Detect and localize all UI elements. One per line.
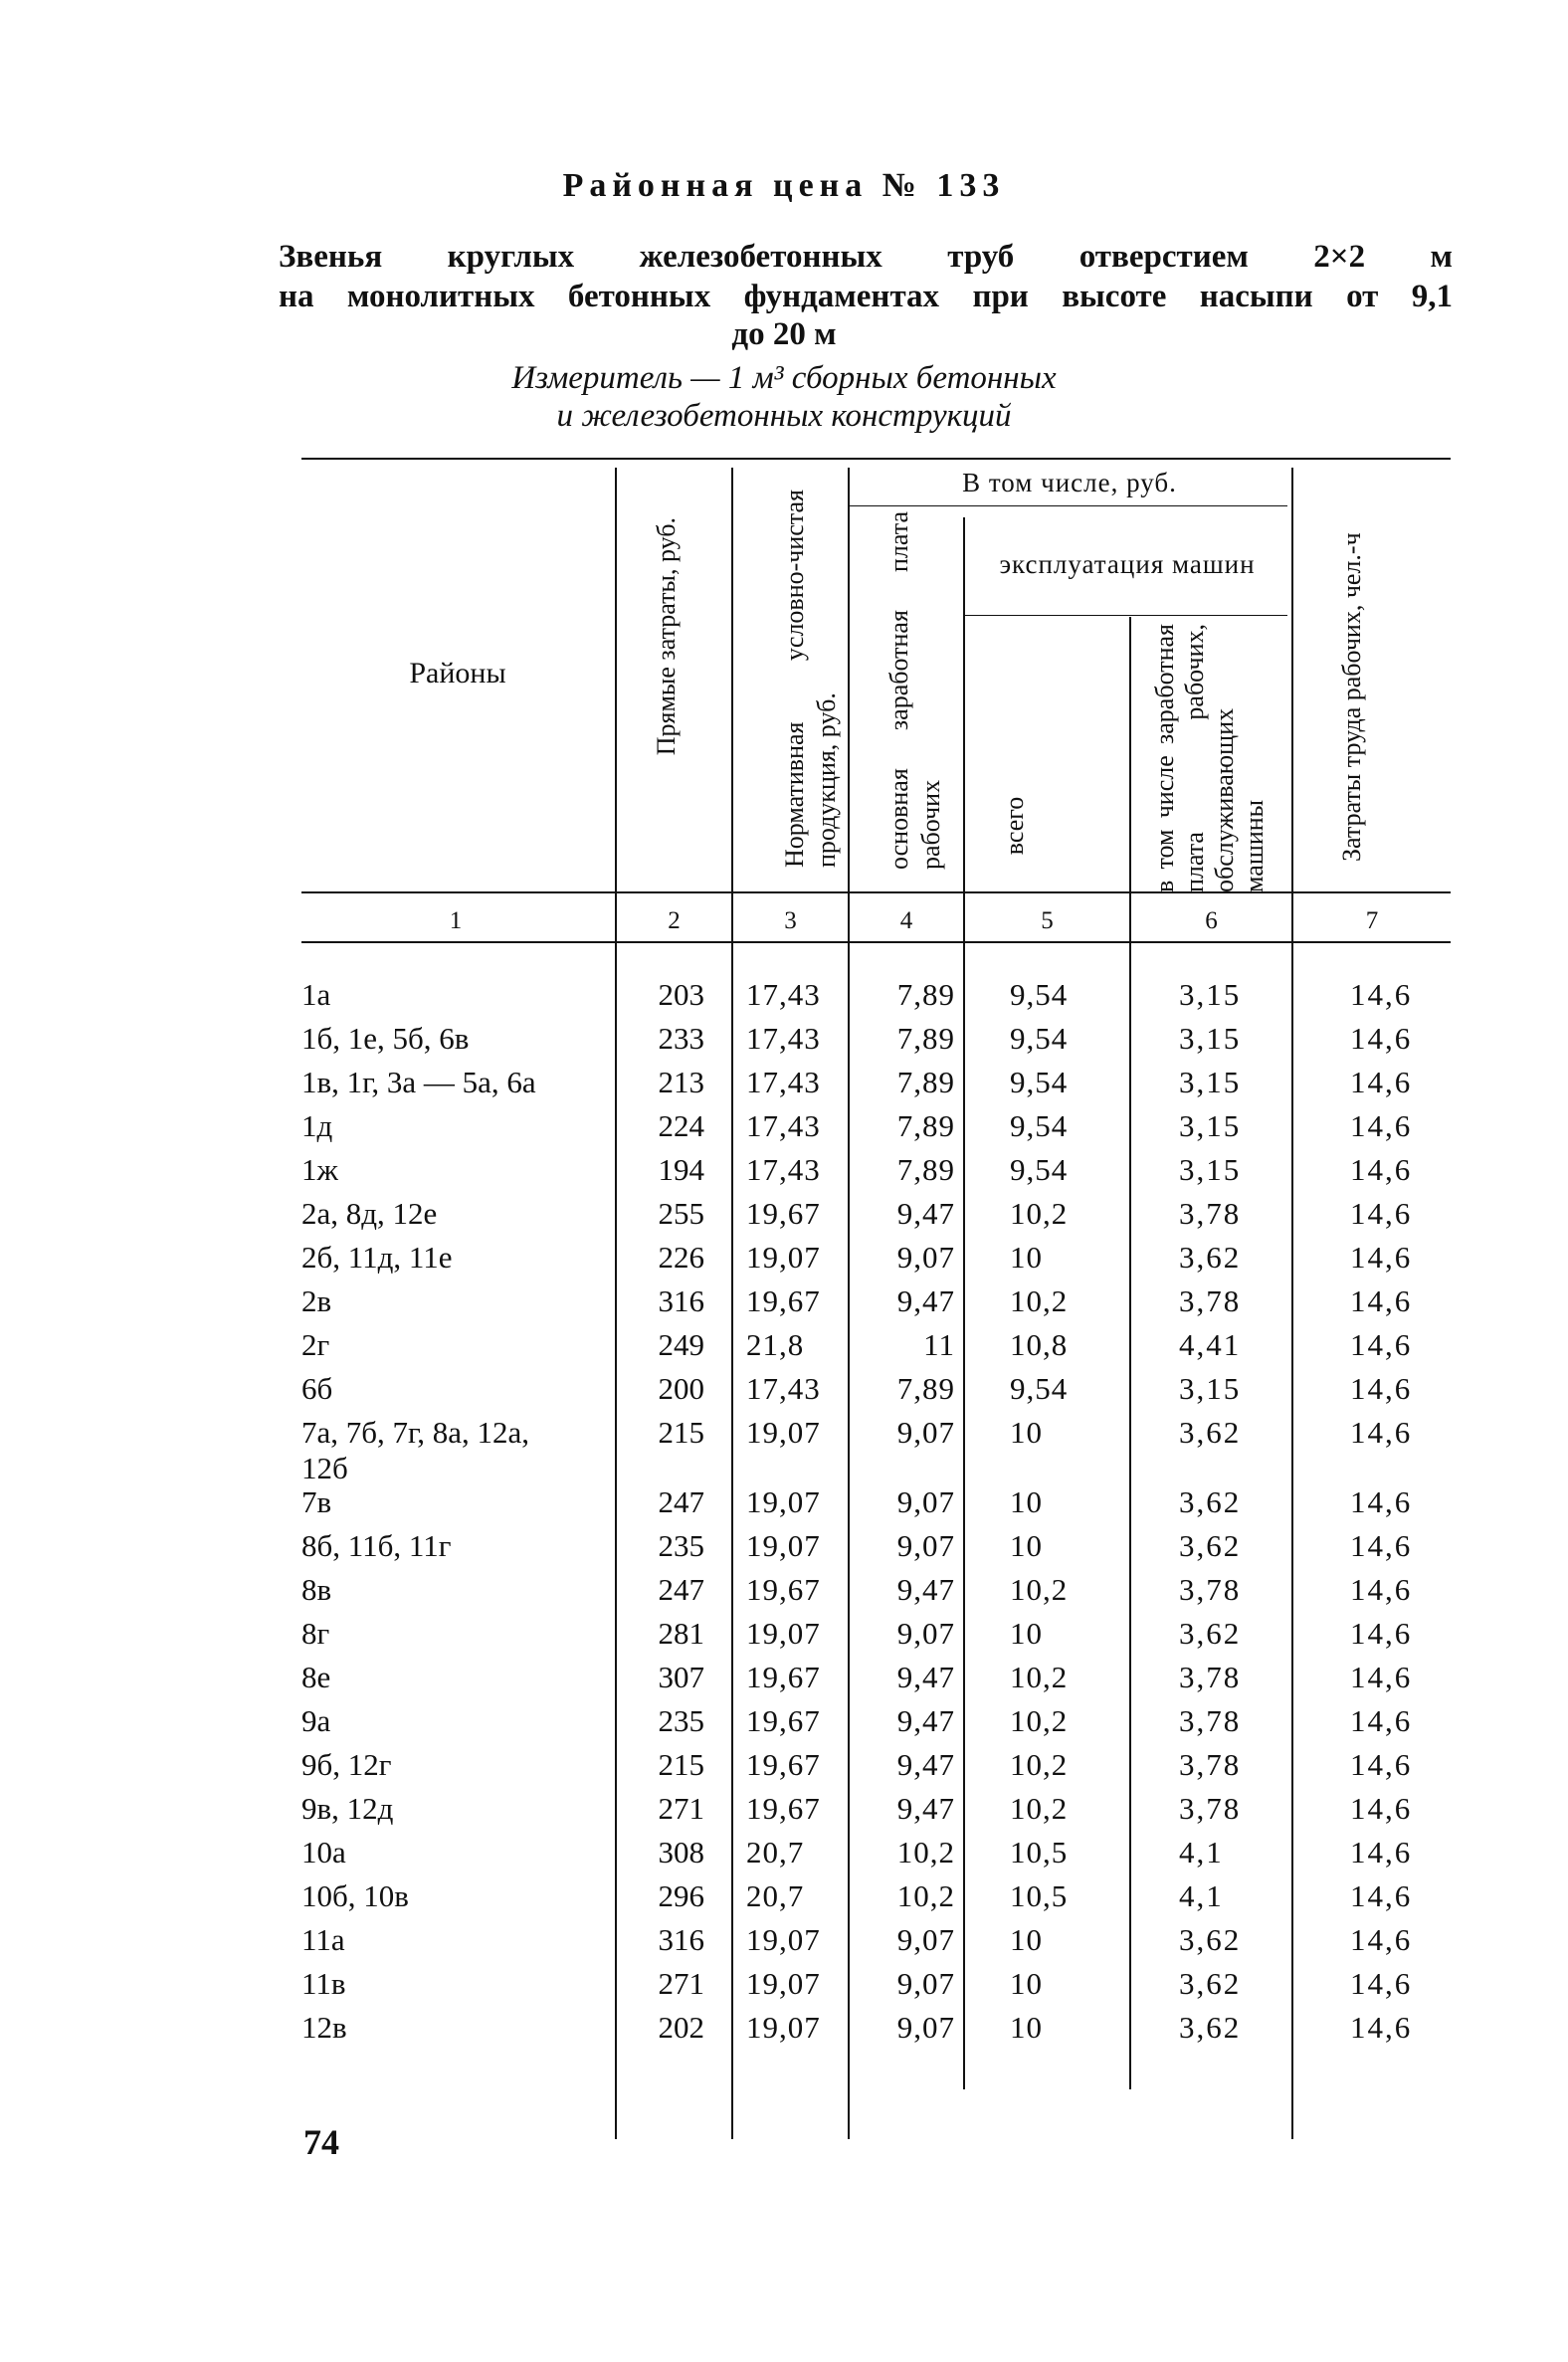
table-cell-col-6: 3,62 — [1179, 1415, 1242, 1450]
table-cell-col-4: 10,2 — [896, 1878, 955, 1913]
table-cell-col-6: 3,78 — [1179, 1791, 1242, 1826]
table-cell-col-1: 11а — [301, 1922, 345, 1957]
table-cell-col-6: 3,62 — [1179, 1528, 1242, 1563]
table-cell-col-7: 14,6 — [1350, 1065, 1413, 1099]
table-cell-col-4: 9,07 — [896, 2010, 955, 2045]
table-cell-col-1: 12б — [301, 1451, 348, 1485]
table-cell-col-1: 12в — [301, 2010, 347, 2045]
table-row — [0, 1528, 1568, 1572]
table-cell-col-5: 10,2 — [1010, 1572, 1069, 1607]
header-incl-wage: в том числе заработная плата рабочих, обслуживающих машины — [1150, 624, 1269, 892]
table-row — [0, 1747, 1568, 1791]
column-number-3: 3 — [784, 907, 797, 934]
header-total: всего — [1000, 796, 1029, 856]
table-cell-col-5: 9,54 — [1010, 1021, 1069, 1056]
column-number-rule — [301, 941, 1451, 943]
measure-line-1: Измеритель — 1 м³ сборных бетонных — [511, 360, 1057, 396]
table-cell-col-3: 17,43 — [746, 1371, 821, 1406]
table-cell-col-6: 3,78 — [1179, 1572, 1242, 1607]
subtitle-line-2: на монолитных бетонных фундаментах при высоте насыпи от 9,1 — [279, 279, 1453, 314]
table-cell-col-3: 19,07 — [746, 1484, 821, 1519]
table-cell-col-3: 21,8 — [746, 1327, 805, 1362]
table-cell-col-3: 19,67 — [746, 1283, 821, 1318]
table-cell-col-6: 3,15 — [1179, 977, 1242, 1012]
table-cell-col-5: 10 — [1010, 1966, 1043, 2001]
header-direct-costs: Прямые затраты, руб. — [652, 517, 681, 756]
table-cell-col-6: 3,62 — [1179, 1616, 1242, 1651]
table-row — [0, 1703, 1568, 1747]
table-cell-col-1: 7а, 7б, 7г, 8а, 12а, — [301, 1415, 530, 1450]
table-cell-col-3: 19,07 — [746, 1922, 821, 1957]
table-cell-col-3: 17,43 — [746, 1108, 821, 1143]
table-row — [0, 1660, 1568, 1703]
table-top-rule — [301, 458, 1451, 460]
table-cell-col-7: 14,6 — [1350, 1791, 1413, 1826]
table-cell-col-7: 14,6 — [1350, 1616, 1413, 1651]
table-cell-col-7: 14,6 — [1350, 1660, 1413, 1694]
table-cell-col-3: 17,43 — [746, 1152, 821, 1187]
table-cell-col-7: 14,6 — [1350, 1747, 1413, 1782]
table-cell-col-5: 10 — [1010, 1922, 1043, 1957]
table-cell-col-5: 10,2 — [1010, 1283, 1069, 1318]
table-cell-col-3: 19,07 — [746, 1966, 821, 2001]
table-cell-col-2: 247 — [658, 1484, 704, 1519]
table-cell-col-3: 19,67 — [746, 1572, 821, 1607]
table-row — [0, 1152, 1568, 1196]
table-cell-col-1: 9б, 12г — [301, 1747, 392, 1782]
table-cell-col-4: 9,47 — [896, 1791, 955, 1826]
table-cell-col-3: 19,07 — [746, 1415, 821, 1450]
table-cell-col-3: 20,7 — [746, 1835, 805, 1870]
table-cell-col-4: 7,89 — [896, 1021, 955, 1056]
column-number-6: 6 — [1205, 907, 1218, 934]
table-cell-col-5: 10,2 — [1010, 1196, 1069, 1231]
table-cell-col-4: 7,89 — [896, 1152, 955, 1187]
table-cell-col-5: 9,54 — [1010, 1371, 1069, 1406]
table-cell-col-7: 14,6 — [1350, 1572, 1413, 1607]
table-cell-col-7: 14,6 — [1350, 1922, 1413, 1957]
table-cell-col-7: 14,6 — [1350, 1108, 1413, 1143]
table-cell-col-5: 10 — [1010, 1240, 1043, 1275]
table-row — [0, 1791, 1568, 1835]
table-cell-col-1: 8г — [301, 1616, 330, 1651]
table-cell-col-1: 6б — [301, 1371, 333, 1406]
table-cell-col-4: 11 — [923, 1327, 955, 1362]
table-cell-col-6: 3,15 — [1179, 1108, 1242, 1143]
header-regions: Районы — [409, 657, 506, 689]
table-cell-col-1: 1в, 1г, 3а — 5а, 6а — [301, 1065, 536, 1099]
column-number-1: 1 — [449, 907, 463, 934]
table-row — [0, 1835, 1568, 1878]
table-cell-col-2: 203 — [658, 977, 704, 1012]
table-cell-col-7: 14,6 — [1350, 1966, 1413, 2001]
table-cell-col-5: 9,54 — [1010, 1152, 1069, 1187]
table-cell-col-4: 9,47 — [896, 1660, 955, 1694]
table-cell-col-3: 19,07 — [746, 1240, 821, 1275]
table-cell-col-3: 19,67 — [746, 1747, 821, 1782]
table-cell-col-4: 9,47 — [896, 1747, 955, 1782]
table-cell-col-2: 271 — [658, 1966, 704, 2001]
table-cell-col-2: 215 — [658, 1415, 704, 1450]
table-cell-col-7: 14,6 — [1350, 1703, 1413, 1738]
table-cell-col-1: 8е — [301, 1660, 331, 1694]
header-machine-operation: эксплуатация машин — [999, 549, 1256, 579]
table-row — [0, 2010, 1568, 2054]
table-cell-col-2: 308 — [658, 1835, 704, 1870]
table-cell-col-4: 9,47 — [896, 1572, 955, 1607]
table-cell-col-4: 9,47 — [896, 1196, 955, 1231]
table-cell-col-5: 10,2 — [1010, 1703, 1069, 1738]
table-cell-col-4: 9,07 — [896, 1966, 955, 2001]
table-cell-col-5: 9,54 — [1010, 1108, 1069, 1143]
including-rule — [850, 505, 1287, 506]
table-cell-col-5: 10,5 — [1010, 1835, 1069, 1870]
table-cell-col-5: 10 — [1010, 1528, 1043, 1563]
column-number-4: 4 — [899, 907, 913, 934]
subtitle-line-3: до 20 м — [731, 316, 837, 352]
table-row — [0, 1108, 1568, 1152]
table-cell-col-5: 10,2 — [1010, 1660, 1069, 1694]
header-base-wage: основная заработная плата рабочих — [884, 511, 945, 870]
table-cell-col-6: 4,1 — [1179, 1835, 1224, 1870]
table-cell-col-1: 8в — [301, 1572, 332, 1607]
table-cell-col-2: 200 — [658, 1371, 704, 1406]
table-cell-col-7: 14,6 — [1350, 1528, 1413, 1563]
table-cell-col-2: 316 — [658, 1283, 704, 1318]
table-cell-col-3: 19,07 — [746, 1616, 821, 1651]
header-including: В том числе, руб. — [962, 468, 1177, 497]
table-cell-col-2: 194 — [658, 1152, 704, 1187]
table-cell-col-3: 19,67 — [746, 1791, 821, 1826]
table-cell-col-2: 224 — [658, 1108, 704, 1143]
table-cell-col-6: 3,78 — [1179, 1703, 1242, 1738]
table-row — [0, 1922, 1568, 1966]
table-cell-col-6: 4,41 — [1179, 1327, 1242, 1362]
table-cell-col-5: 10 — [1010, 1484, 1043, 1519]
table-cell-col-6: 3,62 — [1179, 1966, 1242, 2001]
table-cell-col-3: 17,43 — [746, 1021, 821, 1056]
table-cell-col-7: 14,6 — [1350, 1152, 1413, 1187]
table-cell-col-4: 9,07 — [896, 1616, 955, 1651]
table-row — [0, 1327, 1568, 1371]
table-cell-col-3: 19,67 — [746, 1703, 821, 1738]
table-cell-col-7: 14,6 — [1350, 1283, 1413, 1318]
table-cell-col-3: 19,67 — [746, 1196, 821, 1231]
table-cell-col-1: 11в — [301, 1966, 346, 2001]
table-cell-col-6: 3,62 — [1179, 1484, 1242, 1519]
column-number-5: 5 — [1041, 907, 1054, 934]
table-row — [0, 1196, 1568, 1240]
table-cell-col-5: 10,2 — [1010, 1747, 1069, 1782]
table-row — [0, 1484, 1568, 1528]
table-cell-col-5: 10 — [1010, 2010, 1043, 2045]
table-cell-col-1: 1д — [301, 1108, 333, 1143]
table-cell-col-1: 2а, 8д, 12е — [301, 1196, 438, 1231]
table-cell-col-2: 307 — [658, 1660, 704, 1694]
table-cell-col-2: 247 — [658, 1572, 704, 1607]
table-cell-col-6: 3,62 — [1179, 1240, 1242, 1275]
table-cell-col-7: 14,6 — [1350, 1484, 1413, 1519]
table-cell-col-2: 271 — [658, 1791, 704, 1826]
table-cell-col-7: 14,6 — [1350, 1371, 1413, 1406]
table-cell-col-2: 213 — [658, 1065, 704, 1099]
table-cell-col-5: 10,8 — [1010, 1327, 1069, 1362]
table-row — [0, 1616, 1568, 1660]
table-cell-col-3: 17,43 — [746, 1065, 821, 1099]
table-cell-col-3: 19,07 — [746, 2010, 821, 2045]
column-number-7: 7 — [1365, 907, 1379, 934]
table-cell-col-6: 3,15 — [1179, 1021, 1242, 1056]
table-cell-col-6: 3,62 — [1179, 1922, 1242, 1957]
table-cell-col-2: 235 — [658, 1528, 704, 1563]
column-number-2: 2 — [668, 907, 681, 934]
table-cell-col-4: 7,89 — [896, 977, 955, 1012]
table-cell-col-5: 10,2 — [1010, 1791, 1069, 1826]
header-bottom-rule — [301, 891, 1451, 893]
table-row — [0, 1878, 1568, 1922]
table-row — [0, 1283, 1568, 1327]
table-cell-col-1: 10а — [301, 1835, 346, 1870]
table-cell-col-5: 9,54 — [1010, 977, 1069, 1012]
table-cell-col-3: 20,7 — [746, 1878, 805, 1913]
table-cell-col-7: 14,6 — [1350, 1878, 1413, 1913]
table-cell-col-3: 19,67 — [746, 1660, 821, 1694]
table-cell-col-7: 14,6 — [1350, 1327, 1413, 1362]
table-row — [0, 1065, 1568, 1108]
table-cell-col-1: 2г — [301, 1327, 330, 1362]
table-cell-col-1: 1б, 1е, 5б, 6в — [301, 1021, 470, 1056]
table-cell-col-4: 7,89 — [896, 1108, 955, 1143]
table-cell-col-4: 9,07 — [896, 1484, 955, 1519]
table-cell-col-2: 281 — [658, 1616, 704, 1651]
table-cell-col-6: 3,15 — [1179, 1371, 1242, 1406]
table-row — [0, 1021, 1568, 1065]
table-cell-col-5: 10,5 — [1010, 1878, 1069, 1913]
table-cell-col-4: 7,89 — [896, 1371, 955, 1406]
table-cell-col-7: 14,6 — [1350, 1240, 1413, 1275]
table-row — [0, 1966, 1568, 2010]
table-cell-col-5: 9,54 — [1010, 1065, 1069, 1099]
table-cell-col-6: 3,78 — [1179, 1283, 1242, 1318]
table-row — [0, 1240, 1568, 1283]
table-cell-col-7: 14,6 — [1350, 1835, 1413, 1870]
table-cell-col-6: 3,62 — [1179, 2010, 1242, 2045]
header-labor: Затраты труда рабочих, чел.-ч — [1337, 532, 1366, 862]
table-cell-col-2: 235 — [658, 1703, 704, 1738]
table-cell-col-1: 2в — [301, 1283, 332, 1318]
table-cell-col-4: 10,2 — [896, 1835, 955, 1870]
table-cell-col-6: 3,15 — [1179, 1065, 1242, 1099]
table-cell-col-7: 14,6 — [1350, 977, 1413, 1012]
table-cell-col-4: 9,07 — [896, 1240, 955, 1275]
table-cell-col-2: 215 — [658, 1747, 704, 1782]
table-cell-col-1: 8б, 11б, 11г — [301, 1528, 452, 1563]
table-cell-col-6: 3,78 — [1179, 1660, 1242, 1694]
table-cell-col-4: 9,07 — [896, 1415, 955, 1450]
table-cell-col-7: 14,6 — [1350, 1415, 1413, 1450]
table-cell-col-2: 316 — [658, 1922, 704, 1957]
table-cell-col-7: 14,6 — [1350, 1021, 1413, 1056]
table-cell-col-1: 7в — [301, 1484, 332, 1519]
table-cell-col-1: 9в, 12д — [301, 1791, 394, 1826]
table-cell-col-2: 233 — [658, 1021, 704, 1056]
table-cell-col-2: 202 — [658, 2010, 704, 2045]
table-cell-col-2: 226 — [658, 1240, 704, 1275]
table-cell-col-2: 249 — [658, 1327, 704, 1362]
table-cell-col-7: 14,6 — [1350, 2010, 1413, 2045]
table-row — [0, 977, 1568, 1021]
table-cell-col-5: 10 — [1010, 1616, 1043, 1651]
table-cell-col-6: 4,1 — [1179, 1878, 1224, 1913]
table-cell-col-5: 10 — [1010, 1415, 1043, 1450]
table-row — [0, 1572, 1568, 1616]
table-cell-col-7: 14,6 — [1350, 1196, 1413, 1231]
table-cell-col-1: 10б, 10в — [301, 1878, 409, 1913]
table-row — [0, 1371, 1568, 1415]
table-cell-col-4: 7,89 — [896, 1065, 955, 1099]
table-cell-col-2: 255 — [658, 1196, 704, 1231]
table-cell-col-4: 9,07 — [896, 1922, 955, 1957]
subtitle-line-1: Звенья круглых железобетонных труб отверстием 2×2 м — [279, 239, 1453, 275]
table-cell-col-6: 3,15 — [1179, 1152, 1242, 1187]
header-normative-products: Нормативная условно-чистая продукция, руб. — [780, 490, 841, 868]
table-cell-col-3: 19,07 — [746, 1528, 821, 1563]
table-cell-col-6: 3,78 — [1179, 1747, 1242, 1782]
measure-line-2: и железобетонных конструкций — [556, 398, 1012, 434]
table-cell-col-4: 9,47 — [896, 1703, 955, 1738]
table-cell-col-4: 9,07 — [896, 1528, 955, 1563]
table-cell-col-1: 9а — [301, 1703, 331, 1738]
table-cell-col-1: 1а — [301, 977, 331, 1012]
page-title: Районная цена № 133 — [562, 167, 1006, 204]
table-cell-col-3: 17,43 — [746, 977, 821, 1012]
table-cell-col-4: 9,47 — [896, 1283, 955, 1318]
table-cell-col-1: 1ж — [301, 1152, 338, 1187]
table-cell-col-2: 296 — [658, 1878, 704, 1913]
table-cell-col-1: 2б, 11д, 11е — [301, 1240, 453, 1275]
table-cell-col-6: 3,78 — [1179, 1196, 1242, 1231]
page-number: 74 — [303, 2122, 339, 2162]
machine-rule — [964, 615, 1287, 616]
